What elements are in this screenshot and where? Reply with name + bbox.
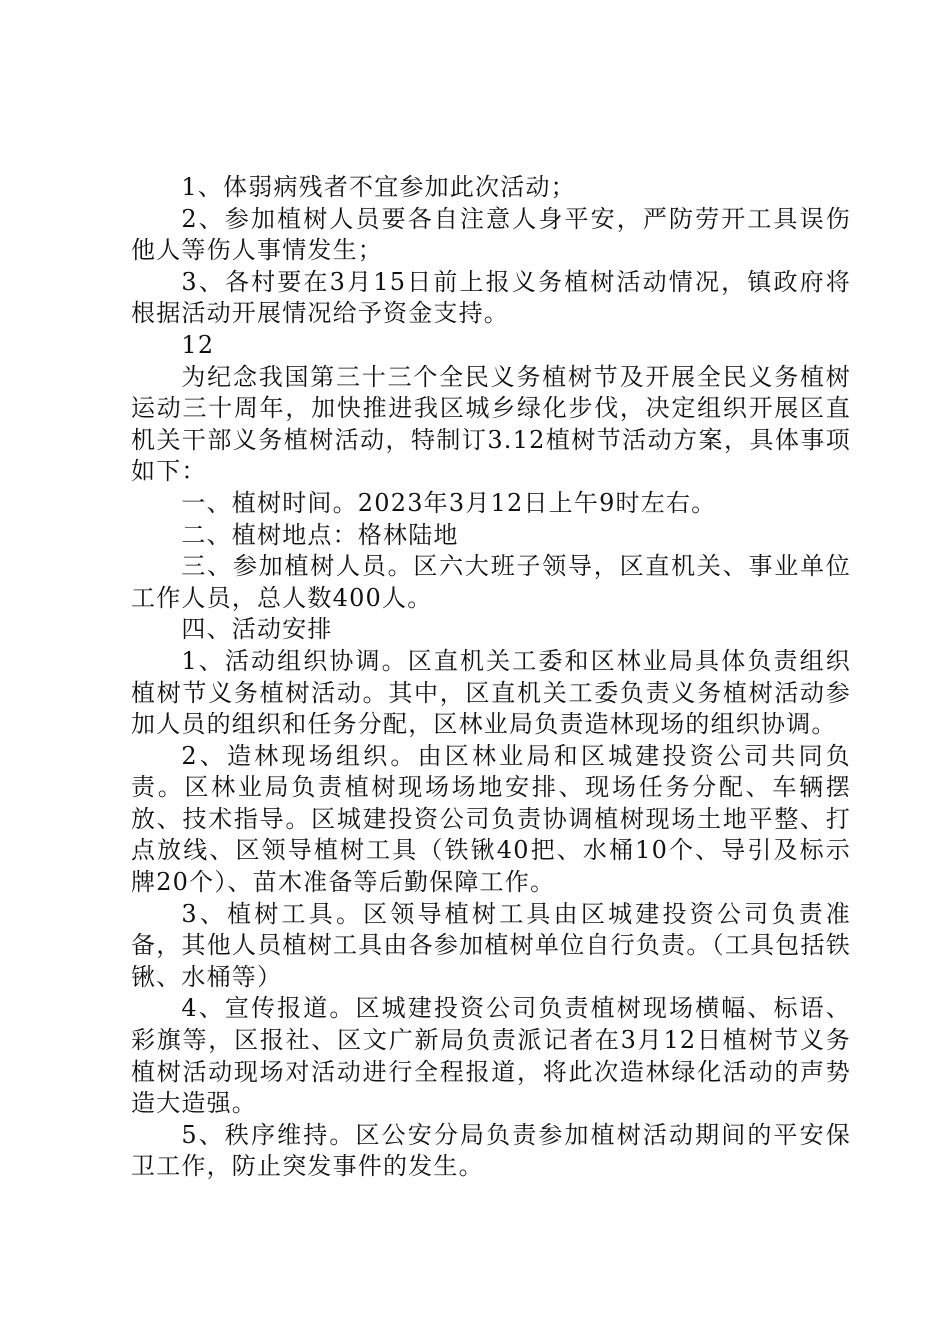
section-number: 12 xyxy=(181,330,215,359)
paragraph-notice-1: 1、体弱病残者不宜参加此次活动； xyxy=(181,173,576,201)
paragraph-notice-2: 2、参加植树人员要各自注意人身平安，严防劳开工具误伤他人等伤人事情发生； xyxy=(131,204,851,265)
paragraph-participants: 三、参加植树人员。区六大班子领导，区直机关、事业单位工作人员，总人数400人。 xyxy=(131,552,851,612)
paragraph-order: 5、秩序维持。区公安分局负责参加植树活动期间的平安保卫工作，防止突发事件的发生。 xyxy=(131,1120,851,1181)
paragraph-publicity: 4、宣传报道。区城建投资公司负责植树现场横幅、标语、彩旗等，区报社、区文广新局负责派记者在3月12日植树节义务植树活动现场对活动进行全程报道，将此次造林绿化活动的声势造大造强。 xyxy=(131,994,851,1118)
paragraph-coordination: 1、活动组织协调。区直机关工委和区林业局具体负责组织植树节义务植树活动。其中，区直机关工委负责义务植树活动参加人员的组织和任务分配，区林业局负责造林现场的组织协调。 xyxy=(131,646,851,739)
document-page xyxy=(131,172,851,1183)
heading-arrangements: 四、活动安排 xyxy=(181,615,333,644)
paragraph-intro: 为纪念我国第三十三个全民义务植树节及开展全民义务植树运动三十周年，加快推进我区城乡绿化步伐，决定组织开展区直机关干部义务植树活动，特制订3.12植树节活动方案，具体事项如下： xyxy=(131,362,851,486)
paragraph-time: 一、植树时间。2023年3月12日上午9时左右。 xyxy=(181,488,717,517)
paragraph-tools: 3、植树工具。区领导植树工具由区城建投资公司负责准备，其他人员植树工具由各参加植树单位自行负责。（工具包括铁锹、水桶等） xyxy=(131,899,851,991)
paragraph-location: 二、植树地点：格林陆地 xyxy=(181,520,459,549)
paragraph-site-organization: 2、造林现场组织。由区林业局和区城建投资公司共同负责。区林业局负责植树现场场地安排、现场任务分配、车辆摆放、技术指导。区城建投资公司负责协调植树现场土地平整、打点放线、区领导植树工具（铁锹40把、水桶10个、导引及标示牌20个）、苗木准备等后勤保障工作。 xyxy=(131,741,851,897)
paragraph-notice-3: 3、各村要在3月15日前上报义务植树活动情况，镇政府将根据活动开展情况给予资金支持。 xyxy=(131,267,851,328)
